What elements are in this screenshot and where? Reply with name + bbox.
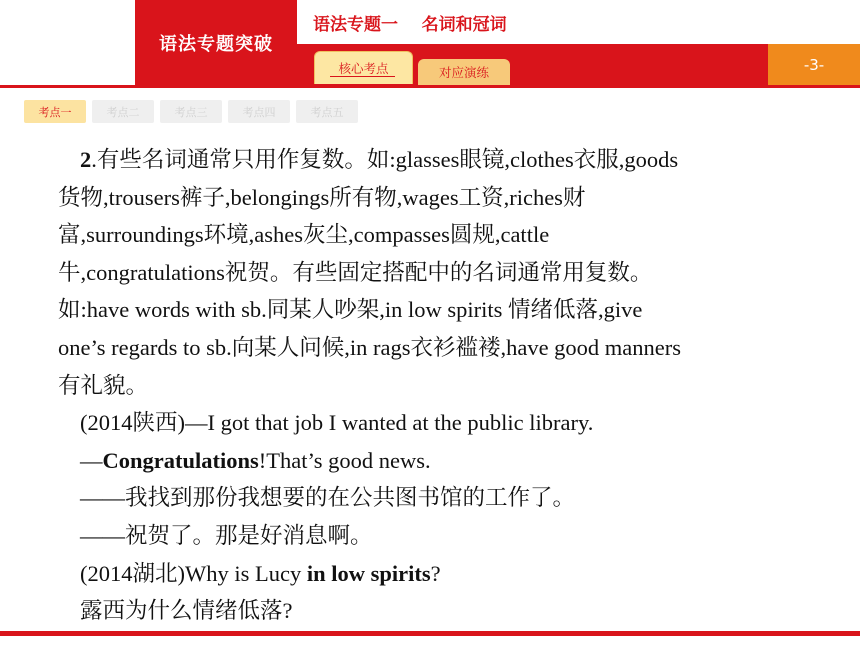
subtab-point-4[interactable]: 考点四 bbox=[228, 100, 290, 123]
brand-block bbox=[135, 0, 297, 85]
translation-line: ——我找到那份我想要的在公共图书馆的工作了。 bbox=[80, 485, 576, 511]
lesson-content bbox=[58, 141, 828, 630]
subtab-bar bbox=[24, 100, 358, 123]
header-divider bbox=[0, 85, 860, 88]
example-line: (2014陕西)—I got that job I wanted at the public library. bbox=[80, 410, 594, 436]
tab-practice-label: 对应演练 bbox=[438, 65, 489, 80]
bold-keyword: Congratulations bbox=[102, 447, 259, 473]
page-number: -3- bbox=[768, 44, 860, 85]
subtab-point-3[interactable]: 考点三 bbox=[160, 100, 222, 123]
example-text: !That’s good news. bbox=[258, 447, 431, 473]
content-line: 牛,congratulations祝贺。有些固定搭配中的名词通常用复数。 bbox=[58, 259, 653, 285]
page-title: 语法专题一 名词和冠词 bbox=[313, 15, 507, 35]
example-text: ? bbox=[430, 560, 441, 586]
footer-bar bbox=[0, 631, 860, 636]
subtab-point-5[interactable]: 考点五 bbox=[296, 100, 358, 123]
tab-active-underline bbox=[330, 76, 395, 77]
translation-line: 露西为什么情绪低落? bbox=[80, 598, 293, 624]
content-line bbox=[58, 141, 828, 179]
subtab-point-1[interactable]: 考点一 bbox=[24, 100, 86, 123]
example-text: (2014湖北)Why is Lucy bbox=[80, 560, 307, 586]
content-line: 货物,trousers裤子,belongings所有物,wages工资,riches财 bbox=[58, 184, 586, 210]
subtab-point-2[interactable]: 考点二 bbox=[92, 100, 154, 123]
bold-keyword: in low spirits bbox=[306, 560, 431, 586]
tab-core-points-label: 核心考点 bbox=[338, 61, 389, 76]
tab-practice[interactable] bbox=[418, 59, 510, 85]
content-line: one’s regards to sb.向某人问候,in rags衣衫褴褛,have good manners bbox=[58, 334, 682, 360]
content-line: 有礼貌。 bbox=[58, 372, 149, 398]
tab-core-points[interactable] bbox=[314, 51, 413, 84]
content-text: .有些名词通常只用作复数。如:glasses眼镜,clothes衣服,goods bbox=[91, 147, 679, 172]
example-line bbox=[58, 555, 828, 593]
content-line: 富,surroundings环境,ashes灰尘,compasses圆规,cattle bbox=[58, 222, 550, 248]
dash: — bbox=[80, 447, 103, 473]
brand-title: 语法专题突破 bbox=[159, 33, 273, 55]
translation-line: ——祝贺了。那是好消息啊。 bbox=[80, 522, 373, 548]
example-line bbox=[58, 442, 828, 480]
content-line: 如:have words with sb.同某人吵架,in low spirits 情绪低落,give bbox=[58, 297, 643, 323]
item-number: 2 bbox=[80, 147, 92, 172]
